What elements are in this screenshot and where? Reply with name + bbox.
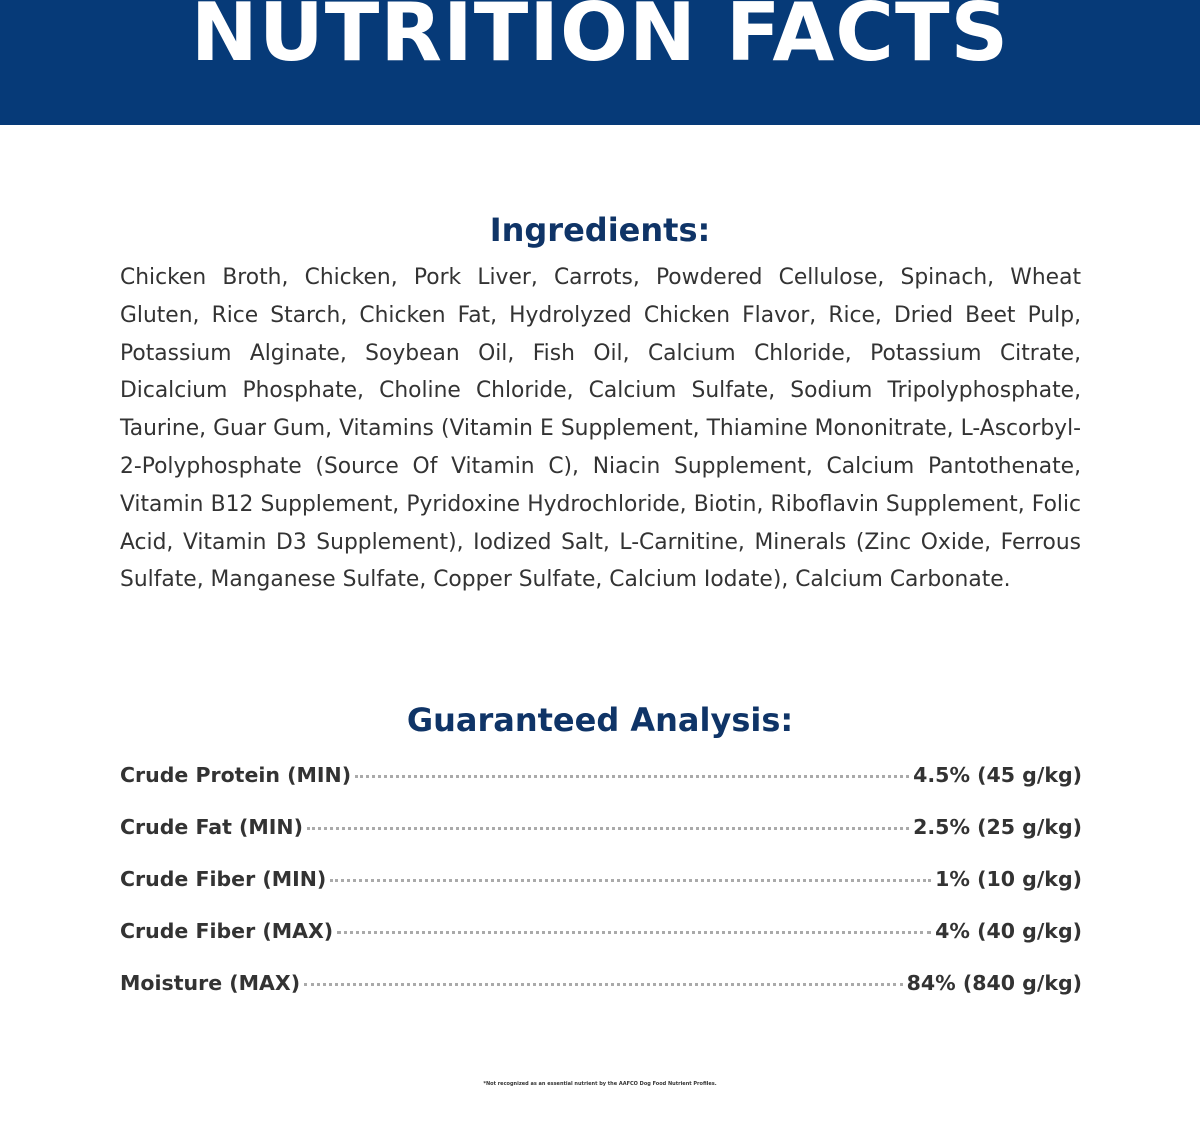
analysis-label: Crude Protein (MIN) <box>120 763 352 787</box>
page-title: NUTRITION FACTS <box>190 0 1010 79</box>
analysis-row-moisture-max <box>120 967 1082 999</box>
analysis-row-crude-fat-min <box>120 811 1082 843</box>
analysis-value: 4% (40 g/kg) <box>935 919 1082 943</box>
dotted-leader <box>307 827 909 830</box>
analysis-row-crude-protein-min <box>120 759 1082 791</box>
header-band <box>0 0 1200 125</box>
analysis-value: 2.5% (25 g/kg) <box>913 815 1082 839</box>
analysis-label: Moisture (MAX) <box>120 971 301 995</box>
analysis-label: Crude Fiber (MIN) <box>120 867 327 891</box>
dotted-leader <box>304 983 903 986</box>
ingredients-heading: Ingredients: <box>489 211 711 249</box>
analysis-label: Crude Fat (MIN) <box>120 815 303 839</box>
analysis-value: 4.5% (45 g/kg) <box>913 763 1082 787</box>
dotted-leader <box>337 931 931 934</box>
dotted-leader <box>330 879 931 882</box>
ingredients-list: Chicken Broth, Chicken, Pork Liver, Carrots, Powdered Cellulose, Spinach, Wheat Gluten, Rice Starch, Chicken Fat, Hydrolyzed Chicken Flavor, Rice, Dried Beet Pulp, Potassium Alginate, Soybean Oil, Fish Oil, Calcium Chloride, Potassium Citrate, Dicalcium Phosphate, Choline Chloride, Calcium Sulfate, Sodium Tripolyphosphate, Taurine, Guar Gum, Vitamins (Vitamin E Supplement, Thiamine Mononitrate, L-Ascorbyl-2-Polyphosphate (Source Of Vitamin C), Niacin Supplement, Calcium Pantothenate, Vitamin B12 Supplement, Pyridoxine Hydrochloride, Biotin, Riboflavin Supplement, Folic Acid, Vitamin D3 Supplement), Iodized Salt, L-Carnitine, Minerals (Zinc Oxide, Ferrous Sulfate, Manganese Sulfate, Copper Sulfate, Calcium Iodate), Calcium Carbonate. <box>120 265 1081 593</box>
footnote: *Not recognized as an essential nutrient by the AAFCO Dog Food Nutrient Profiles. <box>483 1081 717 1087</box>
analysis-value: 84% (840 g/kg) <box>906 971 1082 995</box>
analysis-row-crude-fiber-min <box>120 863 1082 895</box>
analysis-row-crude-fiber-max <box>120 915 1082 947</box>
analysis-label: Crude Fiber (MAX) <box>120 919 334 943</box>
guaranteed-analysis-heading: Guaranteed Analysis: <box>406 701 794 739</box>
analysis-value: 1% (10 g/kg) <box>935 867 1082 891</box>
dotted-leader <box>355 775 909 778</box>
